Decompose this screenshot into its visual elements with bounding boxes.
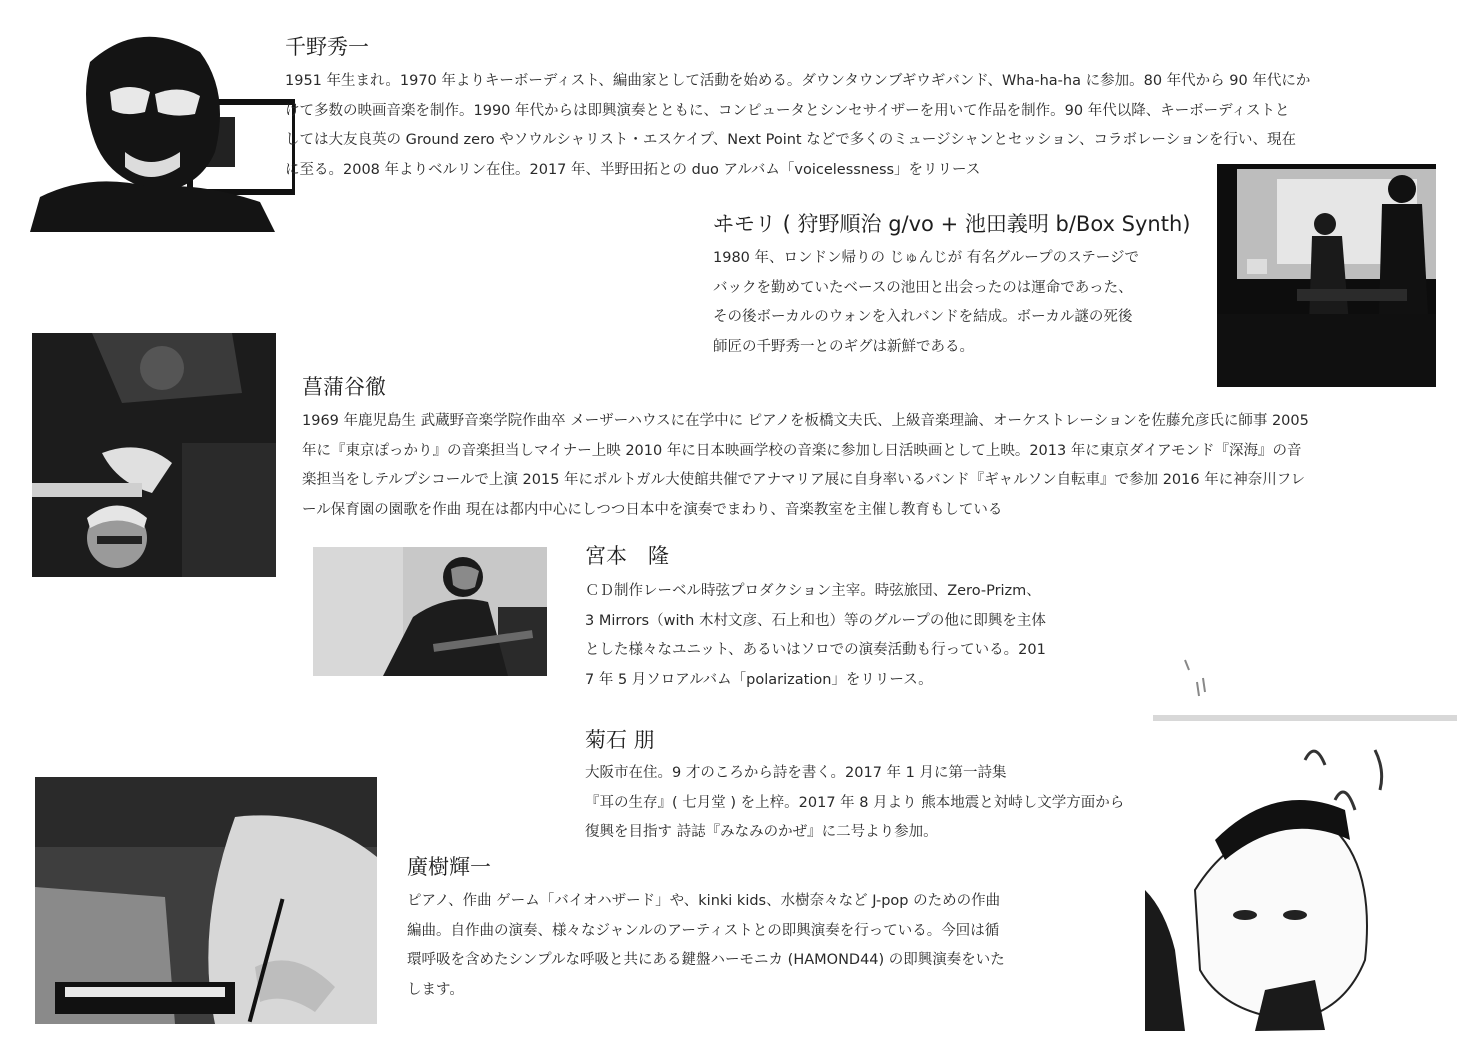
profile-name-chino: 千野秀一 xyxy=(285,35,369,59)
photo-kikuishi xyxy=(1145,510,1457,1031)
photo-chino xyxy=(30,22,295,232)
profile-name-kikuishi: 菊石 朋 xyxy=(585,728,655,752)
profile-bio-hiroki: ピアノ、作曲 ゲーム「バイオハザード」や、kinki kids、水樹奈々など J-pop のための作曲 編曲。自作曲の演奏、様々なジャンルのアーティストとの即興演奏を行っている。今回は循 環呼吸を含めたシンプルな呼吸と共にある鍵盤ハーモニカ (HAMOND44) の即興演奏をいた します。 xyxy=(407,893,1005,998)
profile-bio-imori: 1980 年、ロンドン帰りの じゅんじが 有名グループのステージで バックを勤めていたベースの池田と出会ったのは運命であった、 その後ボーカルのウォンを入れバンドを結成。ボーカル謎の死後 師匠の千野秀一とのギグは新鮮である。 xyxy=(713,250,1139,355)
profile-bio-chino: 1951 年生まれ。1970 年よりキーボーディスト、編曲家として活動を始める。ダウンタウンブギウギバンド、Wha-ha-ha に参加。80 年代から 90 年代にか けて多数の映画音楽を制作。1990 年代からは即興演奏とともに、コンピュータとシンセサイザーを用いて作品を制作。90 年代以降、キーボーディストと しては大友良英の Ground zero やソウルシャリスト・エスケイプ、Next Point などで多くのミュージシャンとセッション、コラボレーションを行い、現在 に至る。2008 年よりベルリン在住。2017 年、半野田拓との duo アルバム「voicelessness」をリリース xyxy=(285,73,1311,178)
profile-name-miyamoto: 宮本 隆 xyxy=(585,544,669,568)
profile-bio-shobutani: 1969 年鹿児島生 武蔵野音楽学院作曲卒 メーザーハウスに在学中に ピアノを板橋文夫氏、上級音楽理論、オーケストレーションを佐藤允彦氏に師事 2005 年に『東京ぽっかり』の音楽担当しマイナー上映 2010 年に日本映画学校の音楽に参加し日活映画として上映。2013 年に東京ダイアモンド『深海』の音 楽担当をしテルプシコールで上演 2015 年にポルトガル大使館共催でアナマリア展に自身率いるバンド『ギャルソン自転車』で参加 2016 年に神奈川フレ ール保育園の園歌を作曲 現在は都内中心にしつつ日本中を演奏でまわり、音楽教室を主催し教育もしている xyxy=(302,413,1309,518)
photo-imori xyxy=(1217,164,1436,387)
photo-hiroki xyxy=(35,777,377,1024)
photo-shobutani xyxy=(32,333,276,577)
profile-bio-miyamoto: ＣＤ制作レーベル時弦プロダクション主宰。時弦旅団、Zero-Prizm、 3 Mirrors（with 木村文彦、石上和也）等のグループの他に即興を主体 とした様々なユニット、あるいはソロでの演奏活動も行っている。201 7 年 5 月ソロアルバム「polarization」をリリース。 xyxy=(585,583,1046,688)
profile-name-shobutani: 菖蒲谷徹 xyxy=(302,375,386,399)
profile-name-imori: ヰモリ ( 狩野順治 g/vo + 池田義明 b/Box Synth) xyxy=(713,212,1191,236)
photo-miyamoto xyxy=(313,547,547,676)
profile-name-hiroki: 廣樹輝一 xyxy=(407,855,491,879)
profile-bio-kikuishi: 大阪市在住。9 才のころから詩を書く。2017 年 1 月に第一詩集 『耳の生存』( 七月堂 ) を上梓。2017 年 8 月より 熊本地震と対峙し文学方面から 復興を目指す 詩誌『みなみのかぜ』に二号より参加。 xyxy=(585,765,1125,840)
